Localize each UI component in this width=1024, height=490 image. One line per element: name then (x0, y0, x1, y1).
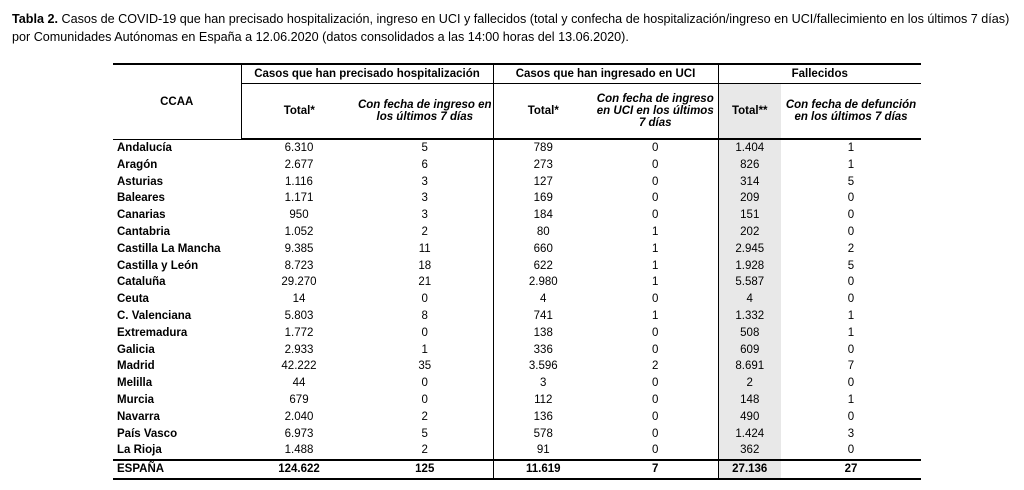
table-body (113, 139, 921, 479)
cell-fall-7d: 0 (847, 343, 855, 356)
cell-ccaa: Murcia (117, 393, 155, 406)
cell-fall-total: 826 (718, 157, 781, 174)
cell-fall-total: 1.404 (718, 139, 781, 157)
cell-uci-7d: 1 (593, 308, 718, 325)
cell-hosp-7d: 2 (357, 224, 493, 241)
header-fall-total: Total** (718, 84, 781, 140)
cell-hosp-7d: 8 (357, 308, 493, 325)
cell-uci-total: 138 (533, 326, 553, 339)
cell-fall-total: 5.587 (718, 274, 781, 291)
cell-ccaa: La Rioja (117, 444, 162, 457)
table-row (113, 325, 921, 342)
total-row (113, 460, 921, 479)
cell-hosp-total: 9.385 (284, 242, 314, 255)
cell-ccaa: Cantabria (117, 225, 171, 238)
cell-fall-total: 209 (718, 190, 781, 207)
cell-uci-7d: 0 (593, 325, 718, 342)
cell-hosp-total: 1.772 (284, 326, 314, 339)
cell-uci-total: 3.596 (528, 360, 558, 373)
cell-hosp-7d: 3 (357, 190, 493, 207)
cell-uci-total: 112 (534, 393, 553, 406)
table-row (113, 442, 921, 460)
cell-uci-7d: 0 (593, 291, 718, 308)
cell-fall-7d: 0 (847, 276, 855, 289)
cell-fall-7d: 1 (847, 142, 855, 154)
cell-hosp-total: 44 (292, 377, 306, 390)
cell-fall-7d: 0 (847, 225, 855, 238)
cell-uci-7d: 0 (593, 442, 718, 460)
cell-ccaa: Navarra (117, 410, 160, 423)
cell-hosp-7d: 125 (357, 460, 493, 479)
table-row (113, 258, 921, 275)
cell-fall-7d: 3 (847, 427, 855, 440)
cell-hosp-7d: 6 (357, 157, 493, 174)
table-row (113, 139, 921, 157)
table-caption (12, 10, 1012, 46)
cell-ccaa: Aragón (117, 158, 158, 171)
cell-uci-total: 91 (536, 444, 550, 457)
cell-uci-7d: 7 (593, 460, 718, 479)
cell-hosp-7d: 21 (357, 274, 493, 291)
table-row (113, 174, 921, 191)
cell-ccaa: Melilla (117, 377, 153, 390)
cell-hosp-7d: 5 (357, 426, 493, 443)
header-hosp-total: Total* (241, 84, 357, 140)
cell-uci-7d: 0 (593, 392, 718, 409)
covid-table (113, 63, 921, 480)
cell-hosp-7d: 0 (357, 325, 493, 342)
cell-fall-total: 202 (718, 224, 781, 241)
cell-hosp-total: 124.622 (241, 460, 357, 479)
cell-fall-total: 148 (718, 392, 781, 409)
cell-hosp-total: 5.803 (284, 309, 314, 322)
cell-hosp-total: 2.933 (284, 343, 314, 356)
cell-fall-7d: 5 (847, 259, 855, 272)
table-row (113, 392, 921, 409)
cell-uci-total: 622 (533, 259, 553, 272)
cell-hosp-7d: 2 (357, 442, 493, 460)
cell-uci-7d: 0 (593, 190, 718, 207)
cell-uci-7d: 0 (593, 174, 718, 191)
header-group-hospitalizacion: Casos que han precisado hospitalización (241, 64, 493, 84)
table-row (113, 207, 921, 224)
cell-hosp-total: 1.488 (284, 444, 314, 457)
cell-fall-total: 609 (718, 342, 781, 359)
cell-fall-7d: 1 (847, 158, 855, 171)
header-ccaa: CCAA (113, 64, 241, 139)
cell-fall-total: 2 (718, 375, 781, 392)
cell-fall-7d: 0 (847, 377, 855, 390)
cell-uci-total: 3 (540, 377, 547, 390)
cell-fall-total: 2.945 (718, 241, 781, 258)
cell-fall-total: 490 (718, 409, 781, 426)
header-uci-7d: Con fecha de ingreso en UCI en los últimos 7 días (593, 84, 718, 140)
cell-hosp-total: 6.973 (284, 427, 314, 440)
table-row (113, 291, 921, 308)
cell-uci-7d: 0 (593, 342, 718, 359)
cell-fall-7d: 0 (847, 410, 855, 423)
cell-hosp-7d: 0 (357, 375, 493, 392)
cell-fall-7d: 0 (847, 192, 855, 205)
cell-ccaa: Extremadura (117, 326, 188, 339)
cell-hosp-7d: 11 (357, 241, 493, 258)
table-row (113, 342, 921, 359)
cell-fall-7d: 1 (847, 326, 855, 339)
cell-fall-total: 27.136 (718, 460, 781, 479)
cell-uci-total: 169 (533, 192, 553, 205)
cell-hosp-total: 950 (289, 209, 309, 222)
cell-hosp-total: 2.040 (284, 410, 314, 423)
cell-fall-total: 4 (718, 291, 781, 308)
cell-ccaa: Castilla La Mancha (117, 242, 221, 255)
cell-ccaa: País Vasco (117, 427, 178, 440)
cell-fall-total: 1.332 (718, 308, 781, 325)
header-uci-total: Total* (493, 84, 593, 140)
cell-uci-total: 578 (533, 427, 553, 440)
cell-ccaa: Asturias (117, 175, 164, 188)
cell-hosp-total: 1.052 (284, 225, 314, 238)
cell-uci-total: 4 (540, 293, 547, 306)
cell-uci-7d: 0 (593, 409, 718, 426)
cell-fall-7d: 7 (847, 360, 855, 373)
cell-hosp-total: 14 (292, 293, 306, 306)
table-row (113, 241, 921, 258)
cell-hosp-7d: 1 (357, 342, 493, 359)
table-row (113, 157, 921, 174)
cell-fall-7d: 27 (781, 460, 921, 479)
cell-fall-total: 8.691 (718, 358, 781, 375)
cell-uci-7d: 1 (593, 274, 718, 291)
cell-fall-total: 508 (718, 325, 781, 342)
cell-ccaa: Ceuta (117, 293, 149, 306)
cell-uci-7d: 1 (593, 258, 718, 275)
cell-fall-total: 1.424 (718, 426, 781, 443)
table-row (113, 426, 921, 443)
cell-ccaa: Madrid (117, 360, 155, 373)
cell-uci-total: 741 (533, 309, 553, 322)
cell-uci-total: 11.619 (493, 460, 593, 479)
cell-fall-7d: 0 (847, 209, 855, 222)
cell-uci-7d: 2 (593, 358, 718, 375)
cell-ccaa: Canarias (117, 209, 166, 222)
table-row (113, 224, 921, 241)
cell-ccaa: Galicia (117, 343, 155, 356)
cell-fall-7d: 0 (847, 293, 855, 306)
cell-uci-total: 80 (536, 225, 550, 238)
cell-uci-7d: 0 (593, 375, 718, 392)
cell-fall-total: 1.928 (718, 258, 781, 275)
cell-uci-total: 184 (533, 209, 553, 222)
cell-fall-total: 362 (718, 442, 781, 460)
cell-hosp-total: 2.677 (284, 158, 314, 171)
table-row (113, 190, 921, 207)
cell-uci-total: 789 (533, 142, 553, 154)
cell-hosp-total: 1.171 (284, 192, 314, 205)
cell-uci-total: 336 (533, 343, 553, 356)
cell-ccaa: Andalucía (117, 141, 172, 154)
table-row (113, 409, 921, 426)
cell-ccaa: ESPAÑA (113, 460, 241, 479)
cell-hosp-7d: 0 (357, 392, 493, 409)
cell-fall-7d: 0 (847, 444, 855, 457)
cell-ccaa: Castilla y León (117, 259, 199, 272)
table-row (113, 375, 921, 392)
cell-uci-total: 660 (533, 242, 553, 255)
cell-hosp-7d: 0 (357, 291, 493, 308)
header-group-fallecidos: Fallecidos (718, 64, 921, 84)
cell-hosp-total: 42.222 (281, 360, 317, 373)
table-row (113, 358, 921, 375)
cell-fall-7d: 5 (847, 175, 855, 188)
cell-hosp-7d: 35 (357, 358, 493, 375)
header-group-uci: Casos que han ingresado en UCI (493, 64, 718, 84)
cell-uci-7d: 0 (593, 157, 718, 174)
cell-fall-7d: 2 (847, 242, 855, 255)
cell-hosp-7d: 2 (357, 409, 493, 426)
table-row (113, 274, 921, 291)
table-row (113, 308, 921, 325)
cell-fall-total: 314 (718, 174, 781, 191)
cell-hosp-total: 1.116 (285, 175, 313, 188)
cell-ccaa: Baleares (117, 192, 165, 205)
cell-uci-7d: 0 (593, 207, 718, 224)
cell-uci-total: 2.980 (528, 276, 558, 289)
cell-uci-7d: 1 (593, 224, 718, 241)
caption-text: Casos de COVID-19 que han precisado hospitalización, ingreso en UCI y fallecidos (total y confecha de hospitalización/ingreso en UCI/fallecimiento en los últimos 7 días) por Comunidades Autónomas en España a 12.06.2020 (datos consolidados a las 14:00 horas del 13.06.2020). (12, 12, 1010, 44)
header-hosp-7d: Con fecha de ingreso en los últimos 7 días (357, 84, 493, 140)
cell-hosp-total: 6.310 (284, 142, 314, 154)
cell-hosp-total: 679 (289, 393, 309, 406)
cell-fall-7d: 1 (847, 309, 855, 322)
caption-label: Tabla 2. (12, 12, 58, 26)
cell-uci-total: 127 (533, 175, 553, 188)
cell-ccaa: C. Valenciana (117, 309, 192, 322)
cell-fall-7d: 1 (847, 393, 855, 406)
cell-hosp-7d: 3 (357, 207, 493, 224)
cell-hosp-7d: 18 (357, 258, 493, 275)
cell-ccaa: Cataluña (117, 276, 166, 289)
cell-fall-total: 151 (718, 207, 781, 224)
cell-hosp-7d: 3 (357, 174, 493, 191)
cell-uci-7d: 0 (593, 426, 718, 443)
cell-uci-7d: 1 (593, 241, 718, 258)
cell-uci-total: 136 (533, 410, 553, 423)
cell-hosp-7d: 5 (357, 139, 493, 157)
header-fall-7d: Con fecha de defunción en los últimos 7 días (781, 84, 921, 140)
cell-hosp-total: 29.270 (281, 276, 317, 289)
cell-uci-total: 273 (533, 158, 553, 171)
cell-hosp-total: 8.723 (284, 259, 314, 272)
cell-uci-7d: 0 (593, 139, 718, 157)
